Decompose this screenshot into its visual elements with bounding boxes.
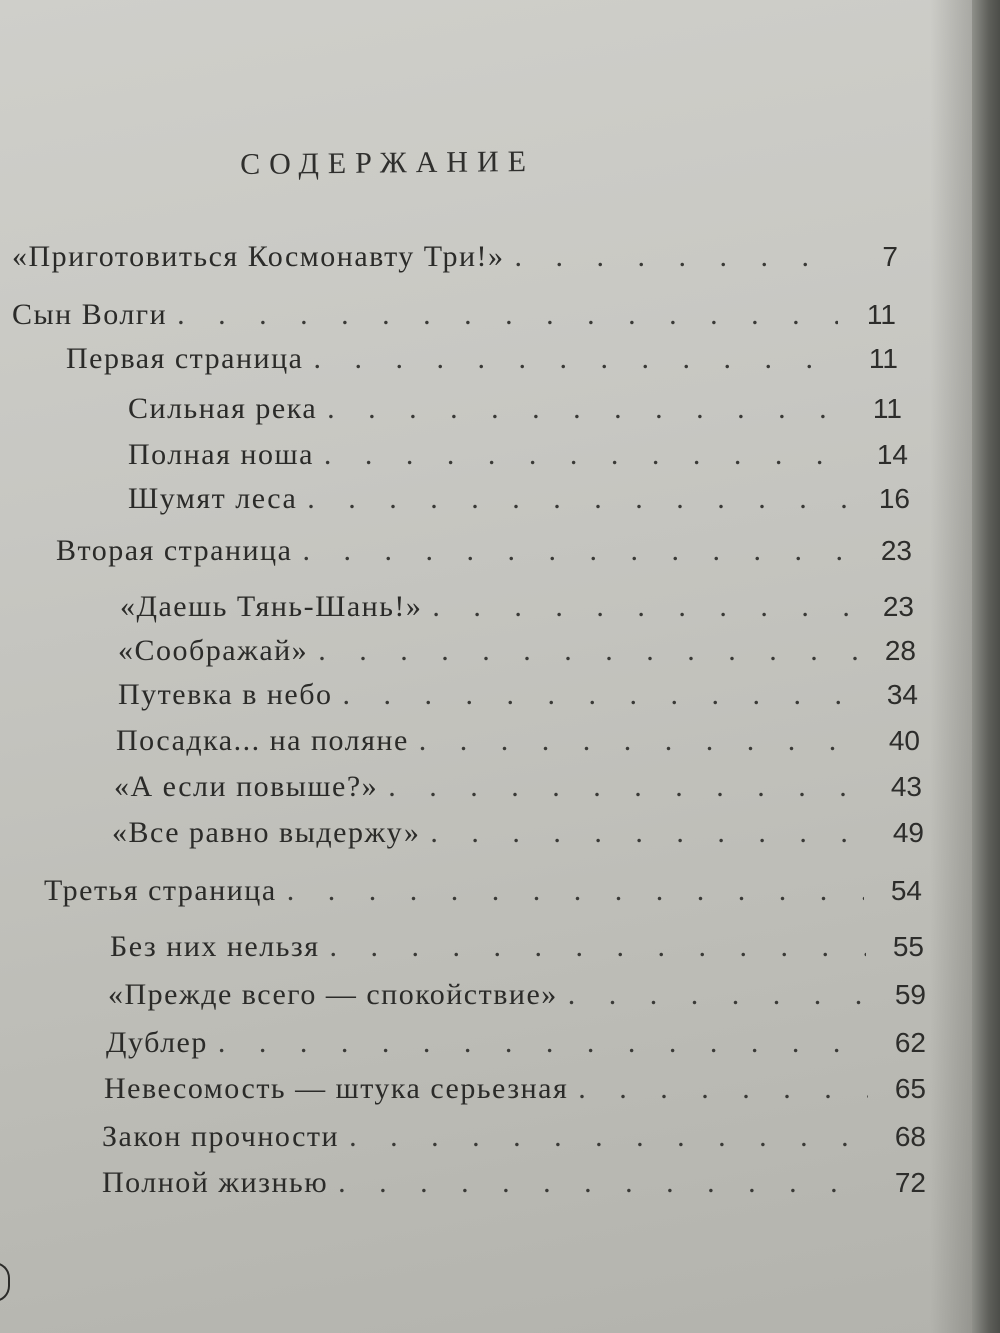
toc-entry-title: Полной жизнью	[102, 1166, 329, 1199]
dot-leader	[388, 770, 864, 804]
toc-entry-page: 14	[876, 439, 908, 470]
toc-entry	[104, 1072, 926, 1112]
toc-entry	[66, 342, 898, 382]
dot-leader	[302, 534, 854, 568]
toc-entry	[106, 1026, 926, 1066]
toc-entry-title: Вторая страница	[56, 534, 293, 567]
toc-entry-title: «Соображай»	[118, 634, 309, 667]
toc-entry-page: 16	[878, 483, 910, 514]
toc-entry-title: Невесомость — штука серьезная	[104, 1072, 569, 1105]
toc-entry-title: «Даешь Тянь-Шань!»	[120, 590, 423, 623]
toc-entry-page: 7	[882, 241, 898, 272]
dot-leader	[432, 590, 856, 624]
toc-entry-page: 23	[882, 591, 914, 622]
toc-entry-title: Дублер	[106, 1026, 208, 1059]
toc-entry	[120, 590, 914, 630]
toc-entry-title: Первая страница	[66, 342, 304, 375]
dot-leader	[515, 240, 840, 274]
toc-entry-title: Шумят леса	[128, 482, 298, 515]
toc-entry	[12, 298, 896, 338]
toc-entry-title: Закон прочности	[102, 1120, 340, 1153]
toc-entry-page: 68	[894, 1121, 926, 1152]
dot-leader	[419, 724, 862, 758]
toc-entry	[118, 678, 918, 718]
toc-entry-page: 43	[890, 771, 922, 802]
toc-entry	[110, 930, 924, 970]
toc-entry	[56, 534, 912, 574]
dot-leader	[177, 298, 838, 332]
contents-heading: СОДЕРЖАНИЕ	[240, 144, 536, 181]
dot-leader	[578, 1072, 868, 1106]
toc-entry-page: 28	[884, 635, 916, 666]
toc-entry-page: 34	[886, 679, 918, 710]
toc-entry	[12, 240, 898, 280]
toc-entry	[116, 724, 920, 764]
dot-leader	[313, 342, 840, 376]
toc-entry-page: 23	[880, 535, 912, 566]
dot-leader	[568, 978, 868, 1012]
dot-leader	[349, 1120, 868, 1154]
toc-entry	[128, 438, 908, 478]
toc-entry-title: «Все равно выдержу»	[112, 816, 421, 849]
toc-entry	[118, 634, 916, 674]
toc-entry-title: Полная ноша	[128, 438, 314, 471]
toc-entry-title: Третья страница	[44, 874, 277, 907]
toc-entry-page: 11	[868, 343, 898, 374]
toc-entry-title: Без них нельзя	[110, 930, 320, 963]
toc-entry-page: 62	[894, 1027, 926, 1058]
dot-leader	[287, 874, 864, 908]
toc-entry	[44, 874, 922, 914]
dot-leader	[318, 634, 858, 668]
toc-entry	[128, 482, 910, 522]
toc-entry-page: 59	[894, 979, 926, 1010]
dot-leader	[307, 482, 852, 516]
toc-entry	[128, 392, 902, 432]
toc-entry-page: 11	[866, 299, 896, 330]
toc-entry-page: 65	[894, 1073, 926, 1104]
toc-entry	[108, 978, 926, 1018]
dot-leader	[343, 678, 861, 712]
toc-entry-page: 40	[888, 725, 920, 756]
dot-leader	[218, 1026, 868, 1060]
toc-entry-title: Посадка... на поляне	[116, 724, 409, 757]
toc-entry-title: «А если повыше?»	[114, 770, 379, 803]
toc-entry-page: 54	[890, 875, 922, 906]
book-spine-edge	[972, 0, 1000, 1333]
dot-leader	[324, 438, 850, 472]
toc-entry-title: «Прежде всего — спокойствие»	[108, 978, 558, 1011]
toc-entry	[114, 770, 922, 810]
dot-leader	[327, 392, 844, 426]
toc-entry	[112, 816, 924, 856]
dot-leader	[430, 816, 866, 850]
dot-leader	[338, 1166, 868, 1200]
toc-entry-page: 55	[892, 931, 924, 962]
toc-entry-page: 11	[872, 393, 902, 424]
toc-entry-title: Путевка в небо	[118, 678, 333, 711]
toc-entry-page: 49	[892, 817, 924, 848]
toc-entry-title: Сильная река	[128, 392, 318, 425]
toc-entry	[102, 1166, 926, 1206]
toc-entry-page: 72	[894, 1167, 926, 1198]
dot-leader	[330, 930, 866, 964]
toc-entry-title: Сын Волги	[12, 298, 168, 331]
toc-entry-title: «Приготовиться Космонавту Три!»	[12, 240, 505, 273]
toc-entry	[102, 1120, 926, 1160]
